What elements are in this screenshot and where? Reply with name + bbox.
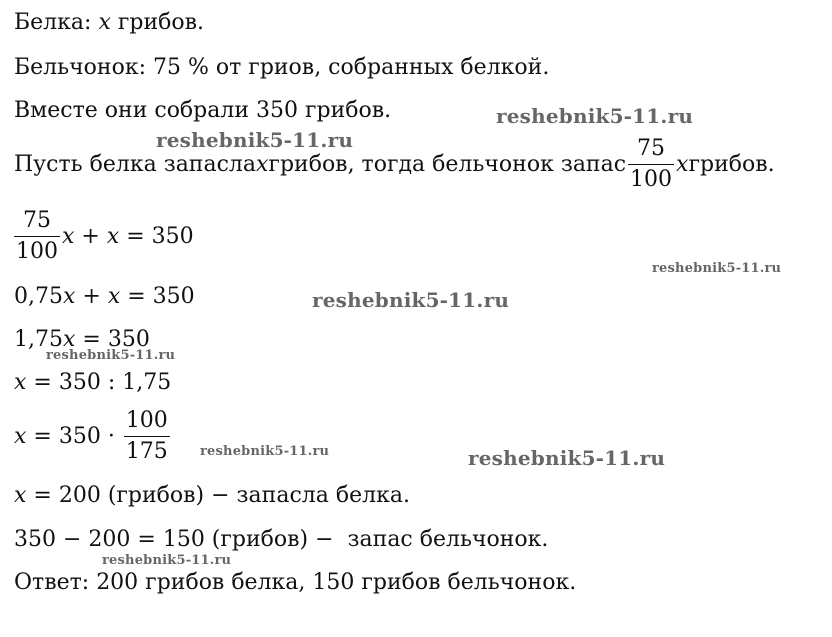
variable-x: x [62, 223, 75, 249]
line-5-rest: = 350 [119, 223, 194, 249]
watermark: reshebnik5-11.ru [200, 444, 330, 459]
line-10 [14, 483, 410, 509]
watermark: reshebnik5-11.ru [468, 446, 666, 470]
line-1 [14, 10, 204, 36]
fraction-numerator: 75 [637, 136, 666, 161]
fraction-denominator: 100 [14, 236, 60, 265]
line-6 [14, 284, 195, 310]
line-2-text: Бельчонок: 75 % от гриов, собранных белкой. [14, 55, 550, 80]
line-8 [14, 370, 171, 396]
line-12-text: Ответ: 200 грибов белка, 150 грибов бельчонок. [14, 570, 577, 595]
variable-x: x [107, 284, 121, 309]
line-5 [14, 208, 194, 265]
variable-x: x [14, 423, 27, 449]
variable-x: x [62, 327, 76, 352]
line-8-rest: = 350 : 1,75 [26, 370, 172, 395]
line-3 [14, 98, 391, 124]
line-4-b: грибов, тогда бельчонок запас [268, 151, 627, 177]
line-4-a: Пусть белка запасла [14, 151, 256, 177]
line-1-rest: грибов. [110, 10, 204, 35]
fraction-numerator: 75 [23, 208, 51, 233]
variable-x: x [14, 483, 27, 508]
variable-x: x [14, 370, 27, 395]
line-6-mid: + [75, 284, 108, 309]
line-10-rest: = 200 (грибов) − запасла белка. [26, 483, 410, 508]
variable-x: x [98, 10, 111, 35]
line-1-text: Белка: [14, 10, 99, 35]
watermark: reshebnik5-11.ru [652, 261, 782, 276]
line-12 [14, 570, 576, 596]
variable-x: x [256, 151, 269, 177]
watermark: reshebnik5-11.ru [312, 288, 510, 312]
line-5-mid: + [74, 223, 107, 249]
line-11-text: 350 − 200 = 150 (грибов) − запас бельчонок. [14, 527, 549, 552]
line-2 [14, 55, 549, 81]
fraction [628, 136, 674, 193]
fraction [124, 408, 170, 465]
line-3-text: Вместе они собрали 350 грибов. [14, 98, 392, 123]
fraction-denominator: 175 [124, 436, 170, 465]
fraction [14, 208, 60, 265]
line-9-rest: = 350 · [26, 423, 122, 449]
line-11 [14, 527, 548, 553]
watermark: reshebnik5-11.ru [46, 348, 176, 363]
variable-x: x [676, 151, 689, 177]
fraction-numerator: 100 [125, 408, 168, 433]
line-4 [14, 136, 775, 193]
variable-x: x [62, 284, 76, 309]
variable-x: x [106, 223, 120, 249]
line-4-c: грибов. [688, 151, 775, 177]
watermark: reshebnik5-11.ru [496, 104, 694, 128]
watermark: reshebnik5-11.ru [102, 553, 232, 568]
line-9 [14, 408, 172, 465]
line-7-a: 1,75 [14, 327, 63, 352]
watermark: reshebnik5-11.ru [156, 128, 354, 152]
line-7-rest: = 350 [75, 327, 150, 352]
fraction-denominator: 100 [628, 164, 674, 193]
line-6-a: 0,75 [14, 284, 63, 309]
line-6-rest: = 350 [120, 284, 195, 309]
